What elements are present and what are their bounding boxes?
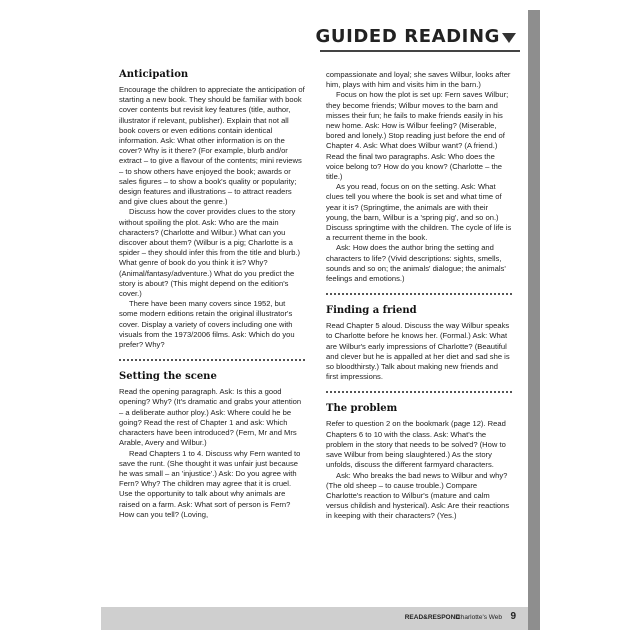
page-footer xyxy=(101,607,528,630)
triangle-down-icon xyxy=(502,33,516,43)
heading-the-problem: The problem xyxy=(326,403,398,415)
header-rule xyxy=(320,50,520,52)
paragraph: compassionate and loyal; she saves Wilbur, looks after him, plays with him and visits him in the barn.) xyxy=(326,70,511,90)
paragraph: Discuss how the cover provides clues to the story without spoiling the plot. Ask: Who are the main characters? (Charlotte and Wilbur.) What can you discover about them? (Wilbur is a pig; Charlotte is a spider – they should infer this from the title and blurb.) What genre of book do you think it is? Why? (Animal/fantasy/adventure.) What do you predict the story is about? (This might depend on the edition's cover.) xyxy=(119,207,301,299)
page-title: GUIDED READING xyxy=(315,26,500,47)
paragraph: Refer to question 2 on the bookmark (page 12). Read Chapters 6 to 10 with the class. Ask: What's the problem in the story that needs to be solved? (How to save Wilbur from being slaughtered.) As the story unfolds, discuss the different farmyard characters. xyxy=(326,419,506,470)
left-column xyxy=(119,68,305,520)
paragraph: Ask: Who breaks the bad news to Wilbur and why? (The old sheep – to cause trouble.) Compare Charlotte's reaction to Wilbur's (mature and calm versus childish and hysterical). Ask: Are their reactions in keeping with their characters? (Yes.) xyxy=(326,470,510,521)
paragraph: Encourage the children to appreciate the anticipation of starting a new book. They should be familiar with book cover contents but revisit key features (title, author, illustrator if relevant, publisher). Explain that not all book covers or even editions contain identical information. Ask: What other information is on the cover? Why is it there? (For example, blurb and/or extract – to give a flavour of the contents; mini reviews – to show others have enjoyed the book; awards or sales figures – to show a book's quality or popularity; design features and illustrations – to attract readers and give clues about the genre.) xyxy=(119,85,305,207)
paragraph: As you read, focus on on the setting. Ask: What clues tell you where the book is set and what time of year it is? (Springtime, the animals are with their young, the barn, Wilbur is a 'spring pig', and so on.) Discuss springtime with the children. The cycle of life is a recurrent theme in the book. xyxy=(326,182,512,243)
right-column xyxy=(326,70,512,522)
page-header xyxy=(310,24,528,50)
heading-setting-the-scene: Setting the scene xyxy=(119,371,217,383)
dotted-divider xyxy=(326,293,512,295)
heading-anticipation: Anticipation xyxy=(119,69,189,80)
dotted-divider xyxy=(119,359,305,361)
paragraph: Read Chapter 5 aloud. Discuss the way Wilbur speaks to Charlotte before he knows her. (Formal.) Ask: What are Wilbur's early impressions of Charlotte? (Beautiful and clever but he is appalled at her diet and sad she is so bloodthirsty.) Talk about making new friends and first impressions. xyxy=(326,321,510,382)
dotted-divider xyxy=(326,391,512,393)
paragraph: Focus on how the plot is set up: Fern saves Wilbur; they become friends; Wilbur moves to the barn and misses their fun; he fails to make friends easily in his new home. Ask: How is Wilbur feeling? (Miserable, bored and lonely.) Stop reading just before the end of Chapter 4. Ask: What does Wilbur want? (A friend.) Read the final two paragraphs. Ask: Who does the voice belong to? How do you know? (Charlotte – the title.) xyxy=(326,90,509,182)
paragraph: There have been many covers since 1952, but some modern editions retain the original illustrator's cover. Display a variety of covers including one with visuals from the 1973/2006 films. Ask: Which do you prefer? Why? xyxy=(119,299,295,350)
paragraph: Ask: How does the author bring the setting and characters to life? (Vivid descriptions: sights, smells, sounds and so on; the animals' dialogue; the animals' feelings and emotions.) xyxy=(326,243,506,284)
paragraph: Read Chapters 1 to 4. Discuss why Fern wanted to save the runt. (She thought it was unfair just because he was small – an 'injustice'.) Ask: Do you agree with Fern? Why? The children may agree that it is cruel. Use the opportunity to talk about why animals are raised on a farm. Ask: What sort of person is Fern? How can you tell? (Loving, xyxy=(119,448,301,519)
book-title: Charlotte's Web xyxy=(456,614,502,621)
side-bar xyxy=(528,10,540,630)
series-brand: READ&RESPOND xyxy=(404,614,460,621)
heading-finding-a-friend: Finding a friend xyxy=(326,305,417,317)
page-number: 9 xyxy=(510,611,516,622)
paragraph: Read the opening paragraph. Ask: Is this a good opening? Why? (It's dramatic and grabs your attention – a deliberate author ploy.) Ask: Where could he be going? Read the rest of Chapter 1 and ask: Which characters have been introduced? (Fern, Mr and Mrs Arable, Avery and Wilbur.) xyxy=(119,387,302,448)
